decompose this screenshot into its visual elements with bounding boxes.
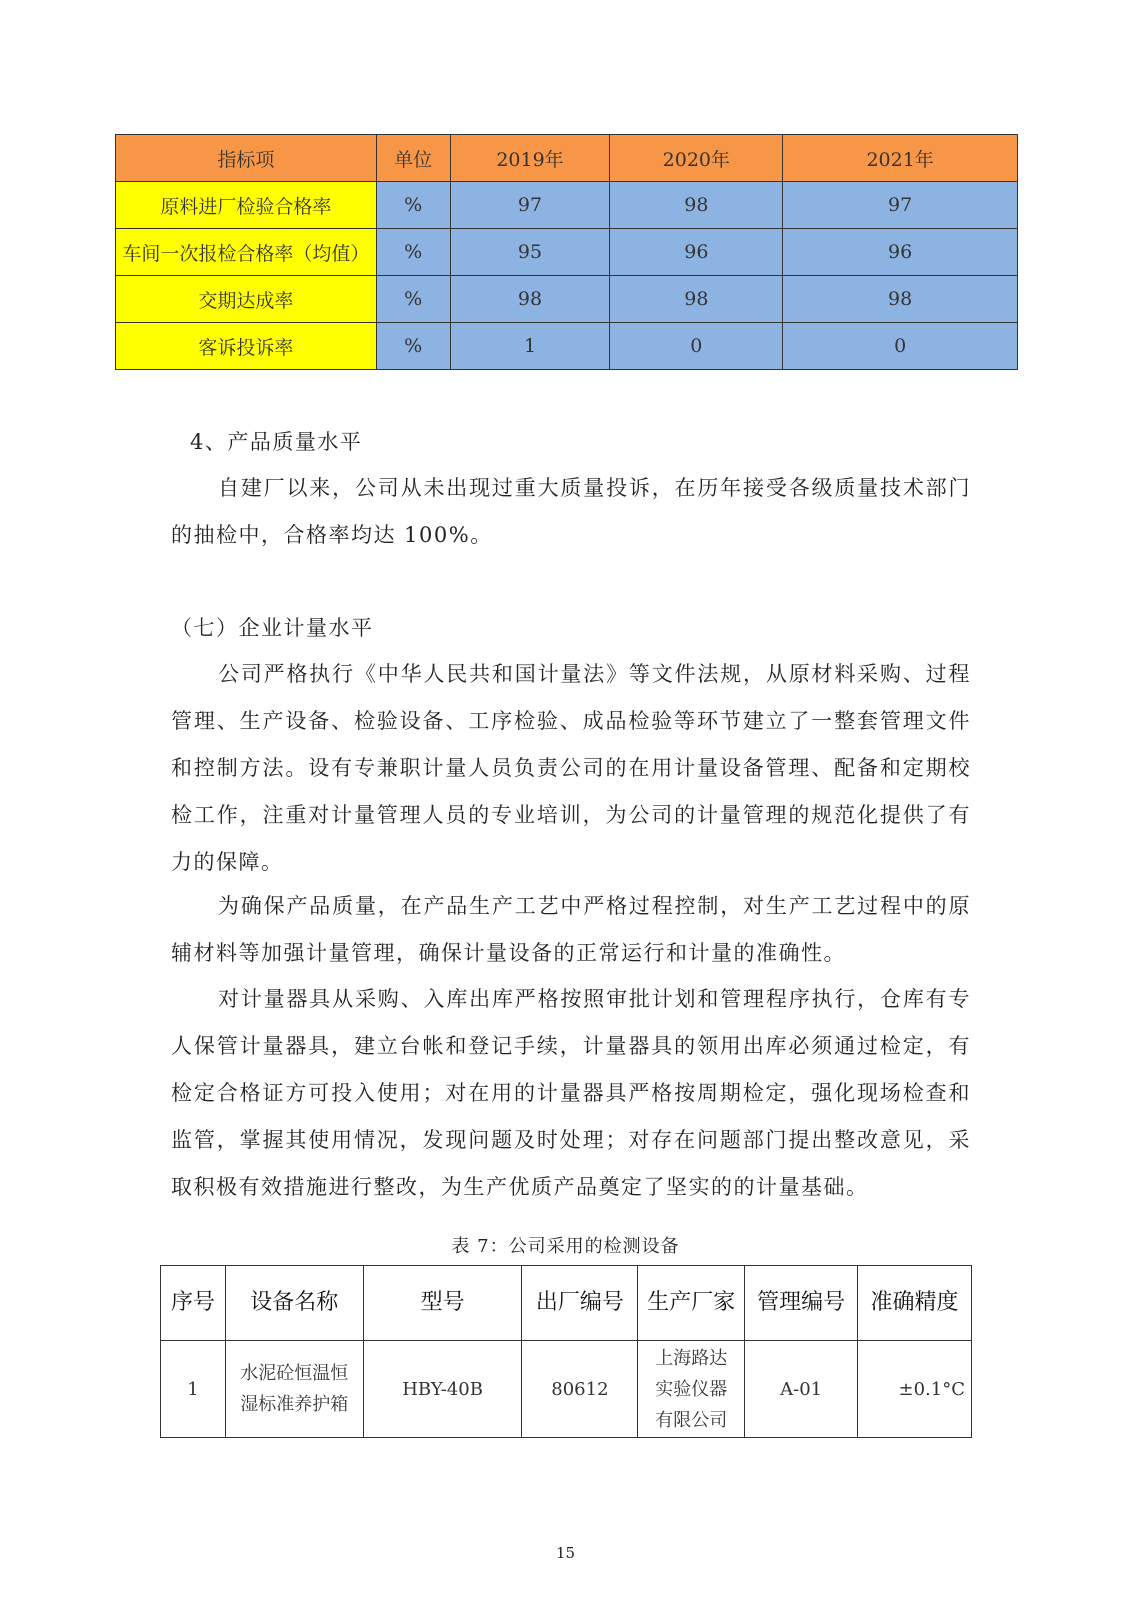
indicator-unit: % [376, 229, 450, 276]
value-2020: 98 [610, 276, 783, 323]
indicator-unit: % [376, 182, 450, 229]
indicator-unit: % [376, 323, 450, 370]
value-2020: 0 [610, 323, 783, 370]
value-2021: 98 [783, 276, 1018, 323]
section-4-heading: 4、产品质量水平 [190, 430, 363, 454]
section-7-heading: （七）企业计量水平 [171, 616, 374, 640]
header-2020: 2020年 [610, 135, 783, 182]
indicator-name: 原料进厂检验合格率 [116, 182, 377, 229]
table-row [116, 323, 1018, 370]
header-unit: 单位 [376, 135, 450, 182]
value-2020: 96 [610, 229, 783, 276]
value-2021: 96 [783, 229, 1018, 276]
table-row [116, 182, 1018, 229]
equipment-accuracy: ±0.1°C [858, 1341, 972, 1438]
header-model: 型号 [363, 1266, 522, 1341]
value-2019: 97 [450, 182, 610, 229]
value-2021: 0 [783, 323, 1018, 370]
table-row [116, 229, 1018, 276]
equipment-serial-number: 80612 [522, 1341, 638, 1438]
table-header-row [161, 1266, 972, 1341]
value-2019: 95 [450, 229, 610, 276]
section-7-paragraph-1: 公司严格执行《中华人民共和国计量法》等文件法规，从原材料采购、过程管理、生产设备、检验设备、工序检验、成品检验等环节建立了一整套管理文件和控制方法。设有专兼职计量人员负责公司的在用计量设备管理、配备和定期校检工作，注重对计量管理人员的专业培训，为公司的计量管理的规范化提供了有力的保障。 [171, 662, 971, 874]
value-2019: 98 [450, 276, 610, 323]
equipment-index: 1 [161, 1341, 226, 1438]
table-caption: 表 7：公司采用的检测设备 [451, 1236, 680, 1257]
header-management-number: 管理编号 [745, 1266, 858, 1341]
indicator-name: 车间一次报检合格率（均值） [116, 229, 377, 276]
header-2021: 2021年 [783, 135, 1018, 182]
equipment-management-number: A-01 [745, 1341, 858, 1438]
equipment-table [160, 1265, 972, 1438]
indicator-name: 交期达成率 [116, 276, 377, 323]
equipment-manufacturer: 上海路达实验仪器有限公司 [638, 1341, 745, 1438]
table-row [116, 276, 1018, 323]
value-2019: 1 [450, 323, 610, 370]
equipment-name: 水泥砼恒温恒湿标准养护箱 [225, 1341, 363, 1438]
header-2019: 2019年 [450, 135, 610, 182]
page-number: 15 [555, 1544, 576, 1562]
table-row [161, 1341, 972, 1438]
section-7-paragraph-3: 对计量器具从采购、入库出库严格按照审批计划和管理程序执行，仓库有专人保管计量器具，建立台帐和登记手续，计量器具的领用出库必须通过检定，有检定合格证方可投入使用；对在用的计量器具严格按周期检定，强化现场检查和监管，掌握其使用情况，发现问题及时处理；对存在问题部门提出整改意见，采取积极有效措施进行整改，为生产优质产品奠定了坚实的的计量基础。 [171, 987, 971, 1199]
header-item: 指标项 [116, 135, 377, 182]
section-7-paragraph-2: 为确保产品质量，在产品生产工艺中严格过程控制，对生产工艺过程中的原辅材料等加强计量管理，确保计量设备的正常运行和计量的准确性。 [171, 894, 971, 965]
header-accuracy: 准确精度 [858, 1266, 972, 1341]
header-manufacturer: 生产厂家 [638, 1266, 745, 1341]
header-serial-number: 出厂编号 [522, 1266, 638, 1341]
header-equipment-name: 设备名称 [225, 1266, 363, 1341]
section-4-paragraph: 自建厂以来，公司从未出现过重大质量投诉，在历年接受各级质量技术部门的抽检中，合格率均达 100%。 [171, 476, 971, 547]
indicator-unit: % [376, 276, 450, 323]
value-2021: 97 [783, 182, 1018, 229]
value-2020: 98 [610, 182, 783, 229]
header-index: 序号 [161, 1266, 226, 1341]
equipment-model: HBY-40B [363, 1341, 522, 1438]
indicator-name: 客诉投诉率 [116, 323, 377, 370]
quality-indicator-table [115, 134, 1018, 370]
table-header-row [116, 135, 1018, 182]
